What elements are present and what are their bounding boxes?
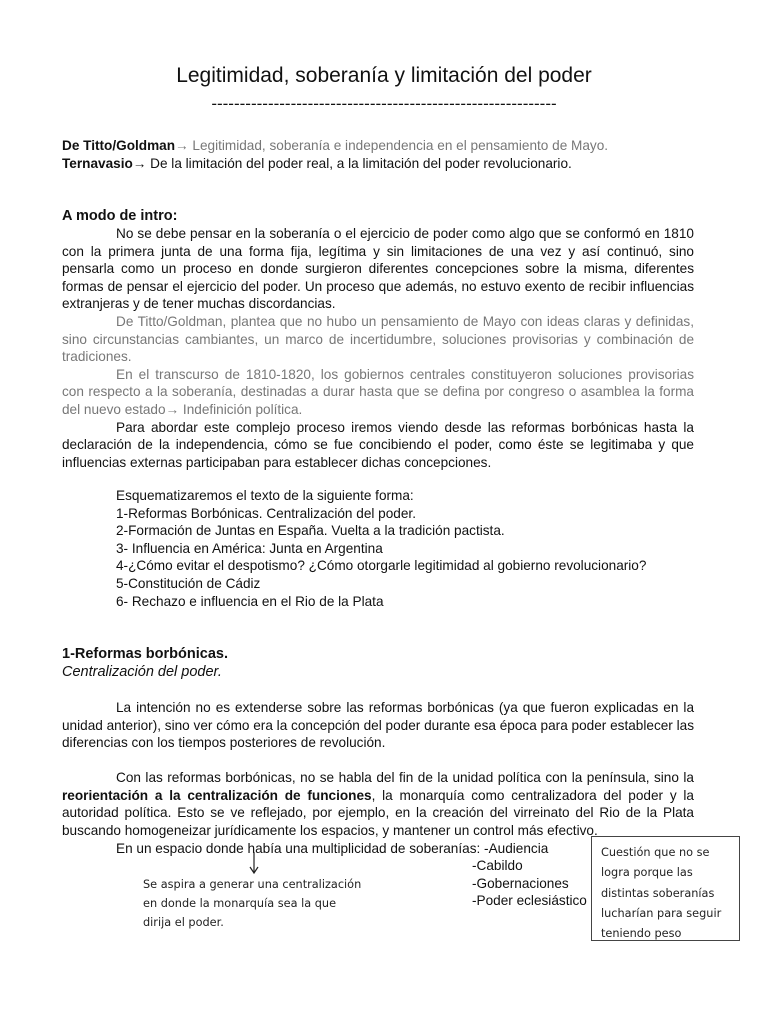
note-line: en donde la monarquía sea la que (143, 897, 337, 910)
box-line: lucharían para seguir (601, 906, 722, 920)
outline-item: 2-Formación de Juntas en España. Vuelta a la tradición pactista. (116, 523, 505, 539)
source-text-2: → De la limitación del poder real, a la limitación del poder revolucionario. (132, 156, 572, 171)
section-paragraph-1 (62, 699, 694, 752)
box-line: distintas soberanías (601, 886, 715, 900)
section-paragraph-1-text: La intención no es extenderse sobre las reformas borbónicas (ya que fueron explicadas en la unidad anterior), sino ver cómo era la concepción del poder durante esa época para poder establecer las diferencias con los tiempos posteriores de revolución. (62, 700, 694, 751)
source-line-1 (62, 137, 608, 155)
outline-item: 6- Rechazo e influencia en el Rio de la Plata (116, 593, 384, 609)
source-text-1: → Legitimidad, soberanía e independencia en el pensamiento de Mayo. (175, 138, 609, 153)
down-arrow-icon (244, 850, 264, 876)
intro-heading: A modo de intro: (62, 208, 178, 224)
source-author-2: Ternavasio (62, 156, 133, 171)
note-line: dirija el poder. (143, 916, 224, 929)
box-line: logra porque las (601, 866, 693, 880)
intro-paragraph-1: No se debe pensar en la soberanía o el ejercicio de poder como algo que se conformó en 1810 con la primera junta de una forma fija, legítima y sin limitaciones de una vez y así continuó, sino pensarla como un proceso en donde surgieron diferentes concepciones sobre la misma, diferentes formas de pensar el ejercicio del poder. Un proceso que además, no estuvo exento de recibir influencias extranjeras y de tener muchas discordancias. (62, 226, 694, 312)
outline-item: 5-Constitución de Cádiz (116, 575, 261, 591)
title-underline: ------------------------------------------------------------- (211, 94, 557, 113)
outline-item: 3- Influencia en América: Junta en Argentina (116, 540, 383, 556)
section-heading: 1-Reformas borbónicas. (62, 646, 228, 662)
outline (116, 487, 646, 610)
section-p2-end: , la monarquía como centralizadora del poder y la autoridad política. Esto se ve reflejado, por ejemplo, en la creación del virreinato del Rio de la Plata buscando homogeneizar jurídicamente los espacios, y mantener un control más efectivo. (62, 787, 694, 838)
intro-paragraph-2: De Titto/Goldman, plantea que no hubo un pensamiento de Mayo con ideas claras y definidas, sino circunstancias cambiantes, un marco de incertidumbre, soluciones provisorias y combinación de tradiciones. (62, 313, 694, 365)
box-line: teniendo peso (601, 927, 682, 941)
outline-item: 1-Reformas Borbónicas. Centralización del poder. (116, 505, 416, 521)
sovereignty-line: En un espacio donde había una multiplicidad de soberanías: -Audiencia (116, 841, 549, 856)
section-p2-start: Con las reformas borbónicas, no se habla del fin de la unidad política con la península, sino la (116, 770, 694, 785)
intro-body (62, 225, 694, 471)
outline-intro: Esquematizaremos el texto de la siguiente forma: (116, 488, 414, 503)
sovereignty-list (472, 857, 587, 910)
section-subheading: Centralización del poder. (62, 664, 222, 680)
sovereignty-item: -Cabildo (472, 858, 523, 873)
note-line: Se aspira a generar una centralización (143, 878, 362, 891)
intro-paragraph-3: En el transcurso de 1810-1820, los gobiernos centrales constituyeron soluciones provisorias con respecto a la soberanía, destinadas a durar hasta que se defina por congreso o asamblea la forma del nuevo estado→ Indefinición política. (62, 366, 694, 417)
source-author-1: De Titto/Goldman (62, 138, 176, 153)
sovereignty-item: -Gobernaciones (472, 875, 569, 891)
source-line-2 (62, 155, 572, 173)
handwritten-note (143, 875, 361, 932)
intro-paragraph-4: Para abordar este complejo proceso iremos viendo desde las reformas borbónicas hasta la declaración de la independencia, cómo se fue concibiendo el poder, como éste se legitimaba y que influencias externas participaban para establecer dichas concepciones. (62, 419, 694, 470)
comment-box (591, 836, 740, 941)
box-line: Cuestión que no se (601, 846, 710, 859)
section-p2-bold: reorientación a la centralización de funciones (62, 787, 372, 803)
outline-item: 4-¿Cómo evitar el despotismo? ¿Cómo otorgarle legitimidad al gobierno revolucionario? (116, 558, 647, 574)
sovereignty-item: -Poder eclesiástico (472, 893, 587, 909)
section-paragraph-2 (62, 769, 694, 839)
page-title: Legitimidad, soberanía y limitación del poder (176, 64, 592, 87)
